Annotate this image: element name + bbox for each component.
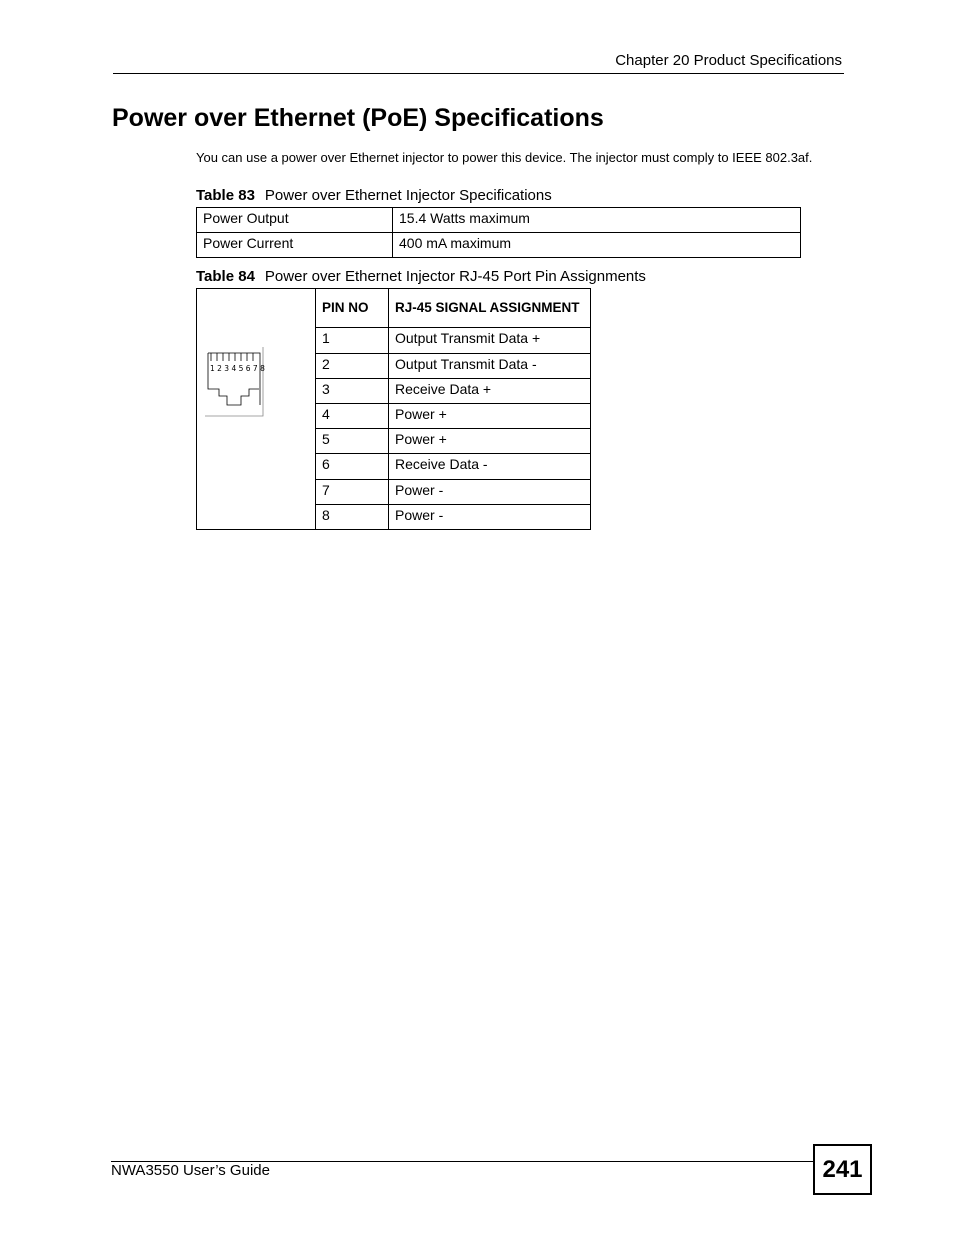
- signal-assignment: Output Transmit Data -: [389, 353, 591, 378]
- table-row: [197, 208, 801, 233]
- table83-caption: [196, 187, 552, 204]
- guide-name: NWA3550 User’s Guide: [111, 1162, 270, 1179]
- spec-value: 400 mA maximum: [393, 233, 801, 258]
- poe-injector-spec-table: [196, 207, 801, 258]
- column-header-signal: RJ-45 SIGNAL ASSIGNMENT: [389, 289, 591, 328]
- pin-number: 2: [316, 353, 389, 378]
- pin-number: 4: [316, 403, 389, 428]
- signal-assignment: Output Transmit Data +: [389, 328, 591, 353]
- header-rule: [113, 73, 844, 74]
- table84-title: Power over Ethernet Injector RJ-45 Port Pin Assignments: [264, 268, 646, 285]
- table84-number: Table 84: [196, 268, 255, 285]
- table83-number: Table 83: [196, 187, 255, 204]
- signal-assignment: Power -: [389, 479, 591, 504]
- intro-paragraph: You can use a power over Ethernet injector to power this device. The injector must comply to IEEE 802.3af.: [196, 150, 813, 165]
- rj45-connector-cell: [197, 289, 316, 530]
- signal-assignment: Power +: [389, 403, 591, 428]
- page-number: 241: [813, 1144, 872, 1195]
- signal-assignment: Receive Data +: [389, 378, 591, 403]
- chapter-header: Chapter 20 Product Specifications: [615, 52, 842, 69]
- pin-number: 6: [316, 454, 389, 479]
- signal-assignment: Power -: [389, 504, 591, 529]
- table83-title: Power over Ethernet Injector Specifications: [264, 187, 552, 204]
- table-row: [197, 233, 801, 258]
- pin-number: 5: [316, 429, 389, 454]
- table84-caption: [196, 268, 646, 285]
- rj45-connector-diagram: [197, 289, 315, 529]
- table-header-row: [197, 289, 591, 328]
- spec-label: Power Current: [197, 233, 393, 258]
- pin-number: 1: [316, 328, 389, 353]
- column-header-pin-no: PIN NO: [316, 289, 389, 328]
- signal-assignment: Receive Data -: [389, 454, 591, 479]
- page-title: Power over Ethernet (PoE) Specifications: [112, 104, 604, 132]
- pin-number: 7: [316, 479, 389, 504]
- pin-number: 8: [316, 504, 389, 529]
- spec-value: 15.4 Watts maximum: [393, 208, 801, 233]
- rj45-pin-assignment-table: [196, 288, 591, 530]
- signal-assignment: Power +: [389, 429, 591, 454]
- connector-pin-labels: 1 2 3 4 5 6 7 8: [210, 364, 265, 373]
- pin-number: 3: [316, 378, 389, 403]
- spec-label: Power Output: [197, 208, 393, 233]
